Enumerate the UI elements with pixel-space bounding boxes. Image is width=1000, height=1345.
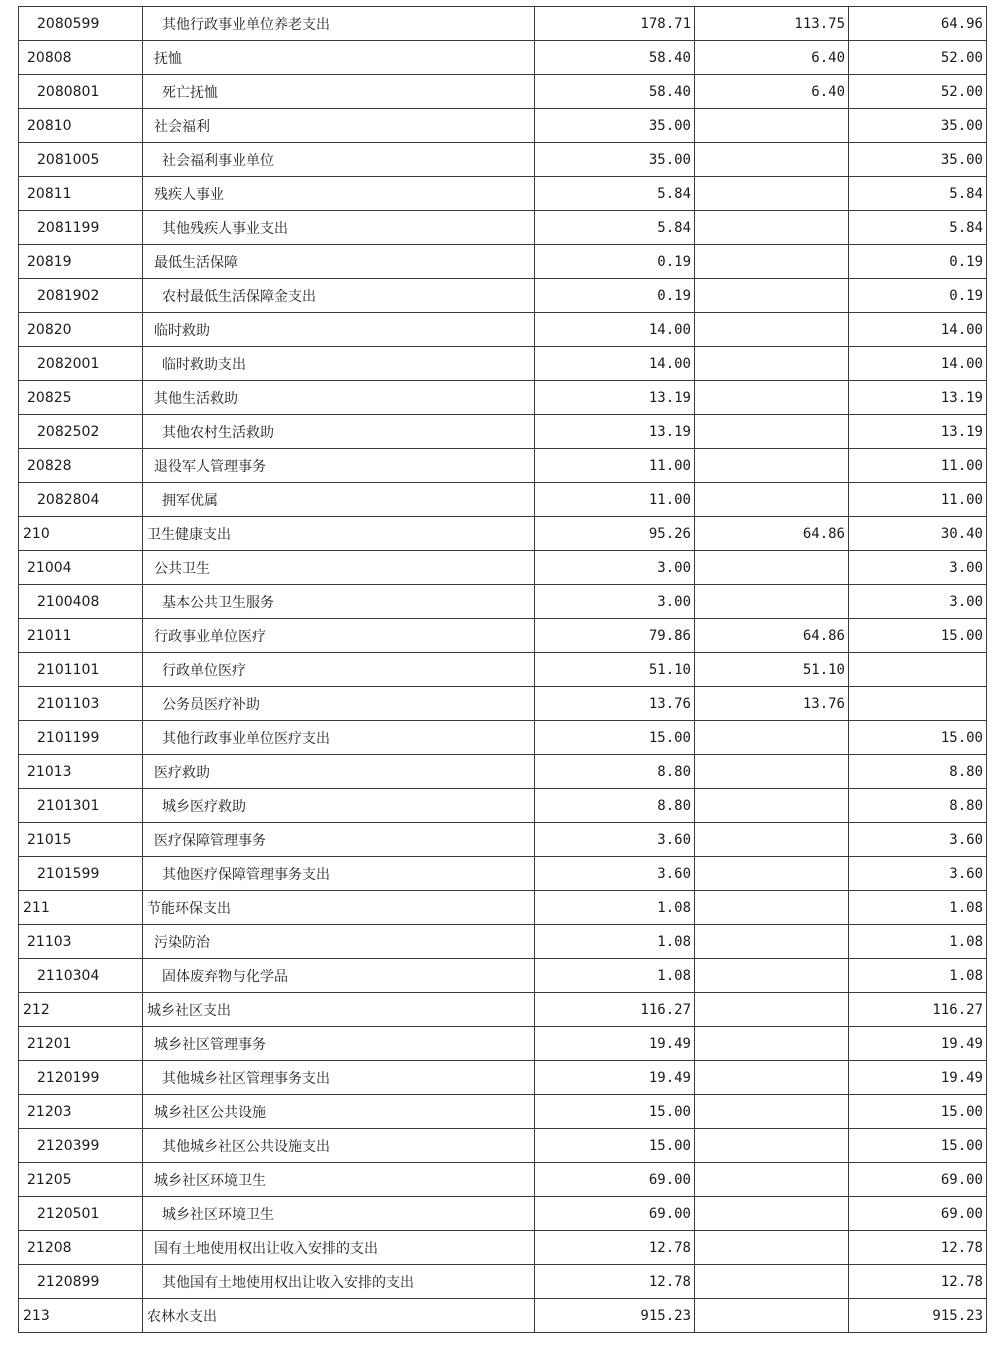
basic-expenditure-cell xyxy=(695,109,849,143)
total-amount-cell: 5.84 xyxy=(535,211,695,245)
project-expenditure-cell: 8.80 xyxy=(849,755,987,789)
subject-name-cell: 残疾人事业 xyxy=(143,177,535,211)
subject-code-cell: 21015 xyxy=(19,823,143,857)
table-row xyxy=(19,1129,987,1163)
table-row xyxy=(19,381,987,415)
table-row xyxy=(19,1265,987,1299)
subject-code-cell: 2081005 xyxy=(19,143,143,177)
basic-expenditure-cell xyxy=(695,789,849,823)
subject-name-cell: 节能环保支出 xyxy=(143,891,535,925)
basic-expenditure-cell xyxy=(695,585,849,619)
total-amount-cell: 35.00 xyxy=(535,143,695,177)
subject-name-cell: 国有土地使用权出让收入安排的支出 xyxy=(143,1231,535,1265)
subject-name-cell: 其他城乡社区管理事务支出 xyxy=(143,1061,535,1095)
basic-expenditure-cell: 6.40 xyxy=(695,41,849,75)
total-amount-cell: 51.10 xyxy=(535,653,695,687)
total-amount-cell: 13.19 xyxy=(535,381,695,415)
project-expenditure-cell: 35.00 xyxy=(849,109,987,143)
table-row xyxy=(19,823,987,857)
project-expenditure-cell: 14.00 xyxy=(849,313,987,347)
basic-expenditure-cell: 13.76 xyxy=(695,687,849,721)
basic-expenditure-cell xyxy=(695,755,849,789)
total-amount-cell: 1.08 xyxy=(535,891,695,925)
subject-name-cell: 其他农村生活救助 xyxy=(143,415,535,449)
project-expenditure-cell: 13.19 xyxy=(849,381,987,415)
table-row xyxy=(19,925,987,959)
subject-name-cell: 城乡社区支出 xyxy=(143,993,535,1027)
subject-code-cell: 20820 xyxy=(19,313,143,347)
basic-expenditure-cell xyxy=(695,1299,849,1333)
table-row xyxy=(19,789,987,823)
subject-code-cell: 2120501 xyxy=(19,1197,143,1231)
project-expenditure-cell: 116.27 xyxy=(849,993,987,1027)
project-expenditure-cell: 0.19 xyxy=(849,245,987,279)
subject-code-cell: 20819 xyxy=(19,245,143,279)
table-row xyxy=(19,891,987,925)
subject-name-cell: 城乡社区管理事务 xyxy=(143,1027,535,1061)
total-amount-cell: 95.26 xyxy=(535,517,695,551)
subject-name-cell: 医疗保障管理事务 xyxy=(143,823,535,857)
subject-code-cell: 21013 xyxy=(19,755,143,789)
total-amount-cell: 12.78 xyxy=(535,1265,695,1299)
subject-code-cell: 2081199 xyxy=(19,211,143,245)
basic-expenditure-cell xyxy=(695,1129,849,1163)
basic-expenditure-cell xyxy=(695,993,849,1027)
table-row xyxy=(19,415,987,449)
total-amount-cell: 12.78 xyxy=(535,1231,695,1265)
total-amount-cell: 5.84 xyxy=(535,177,695,211)
subject-name-cell: 拥军优属 xyxy=(143,483,535,517)
table-row xyxy=(19,687,987,721)
table-row xyxy=(19,959,987,993)
project-expenditure-cell xyxy=(849,653,987,687)
basic-expenditure-cell xyxy=(695,483,849,517)
project-expenditure-cell xyxy=(849,687,987,721)
subject-name-cell: 退役军人管理事务 xyxy=(143,449,535,483)
table-row xyxy=(19,619,987,653)
project-expenditure-cell: 1.08 xyxy=(849,891,987,925)
table-row xyxy=(19,993,987,1027)
table-row xyxy=(19,313,987,347)
total-amount-cell: 35.00 xyxy=(535,109,695,143)
total-amount-cell: 15.00 xyxy=(535,721,695,755)
table-row xyxy=(19,1231,987,1265)
table-row xyxy=(19,143,987,177)
total-amount-cell: 8.80 xyxy=(535,789,695,823)
subject-code-cell: 20810 xyxy=(19,109,143,143)
total-amount-cell: 3.60 xyxy=(535,857,695,891)
subject-name-cell: 污染防治 xyxy=(143,925,535,959)
subject-name-cell: 其他行政事业单位医疗支出 xyxy=(143,721,535,755)
table-row xyxy=(19,245,987,279)
subject-name-cell: 行政单位医疗 xyxy=(143,653,535,687)
project-expenditure-cell: 3.60 xyxy=(849,857,987,891)
table-row xyxy=(19,483,987,517)
subject-code-cell: 21004 xyxy=(19,551,143,585)
subject-name-cell: 公务员医疗补助 xyxy=(143,687,535,721)
basic-expenditure-cell xyxy=(695,313,849,347)
table-body xyxy=(19,7,987,1333)
project-expenditure-cell: 915.23 xyxy=(849,1299,987,1333)
subject-code-cell: 21201 xyxy=(19,1027,143,1061)
basic-expenditure-cell xyxy=(695,1027,849,1061)
basic-expenditure-cell xyxy=(695,143,849,177)
total-amount-cell: 69.00 xyxy=(535,1197,695,1231)
subject-code-cell: 20825 xyxy=(19,381,143,415)
project-expenditure-cell: 1.08 xyxy=(849,959,987,993)
subject-code-cell: 20808 xyxy=(19,41,143,75)
table-row xyxy=(19,75,987,109)
table-row xyxy=(19,7,987,41)
basic-expenditure-cell xyxy=(695,959,849,993)
subject-code-cell: 213 xyxy=(19,1299,143,1333)
total-amount-cell: 58.40 xyxy=(535,75,695,109)
total-amount-cell: 11.00 xyxy=(535,483,695,517)
subject-name-cell: 其他行政事业单位养老支出 xyxy=(143,7,535,41)
subject-code-cell: 21203 xyxy=(19,1095,143,1129)
subject-name-cell: 其他生活救助 xyxy=(143,381,535,415)
total-amount-cell: 3.00 xyxy=(535,551,695,585)
project-expenditure-cell: 5.84 xyxy=(849,211,987,245)
subject-code-cell: 210 xyxy=(19,517,143,551)
total-amount-cell: 13.76 xyxy=(535,687,695,721)
subject-name-cell: 社会福利事业单位 xyxy=(143,143,535,177)
basic-expenditure-cell xyxy=(695,415,849,449)
subject-code-cell: 2081902 xyxy=(19,279,143,313)
total-amount-cell: 79.86 xyxy=(535,619,695,653)
subject-code-cell: 2101599 xyxy=(19,857,143,891)
table-row xyxy=(19,1027,987,1061)
basic-expenditure-cell xyxy=(695,245,849,279)
project-expenditure-cell: 19.49 xyxy=(849,1061,987,1095)
basic-expenditure-cell xyxy=(695,823,849,857)
project-expenditure-cell: 14.00 xyxy=(849,347,987,381)
total-amount-cell: 14.00 xyxy=(535,347,695,381)
subject-code-cell: 21205 xyxy=(19,1163,143,1197)
basic-expenditure-cell xyxy=(695,721,849,755)
basic-expenditure-cell xyxy=(695,449,849,483)
table-row xyxy=(19,1163,987,1197)
basic-expenditure-cell xyxy=(695,1061,849,1095)
project-expenditure-cell: 52.00 xyxy=(849,75,987,109)
subject-name-cell: 城乡医疗救助 xyxy=(143,789,535,823)
subject-name-cell: 卫生健康支出 xyxy=(143,517,535,551)
project-expenditure-cell: 3.00 xyxy=(849,551,987,585)
table-row xyxy=(19,517,987,551)
subject-code-cell: 21103 xyxy=(19,925,143,959)
project-expenditure-cell: 13.19 xyxy=(849,415,987,449)
subject-code-cell: 2101103 xyxy=(19,687,143,721)
project-expenditure-cell: 12.78 xyxy=(849,1265,987,1299)
subject-name-cell: 农林水支出 xyxy=(143,1299,535,1333)
total-amount-cell: 915.23 xyxy=(535,1299,695,1333)
subject-code-cell: 2082804 xyxy=(19,483,143,517)
project-expenditure-cell: 64.96 xyxy=(849,7,987,41)
project-expenditure-cell: 11.00 xyxy=(849,449,987,483)
project-expenditure-cell: 0.19 xyxy=(849,279,987,313)
basic-expenditure-cell xyxy=(695,211,849,245)
table-row xyxy=(19,347,987,381)
subject-code-cell: 20811 xyxy=(19,177,143,211)
basic-expenditure-cell xyxy=(695,551,849,585)
basic-expenditure-cell xyxy=(695,1197,849,1231)
subject-name-cell: 其他城乡社区公共设施支出 xyxy=(143,1129,535,1163)
subject-name-cell: 城乡社区环境卫生 xyxy=(143,1197,535,1231)
basic-expenditure-cell xyxy=(695,1265,849,1299)
table-row xyxy=(19,279,987,313)
basic-expenditure-cell xyxy=(695,857,849,891)
project-expenditure-cell: 1.08 xyxy=(849,925,987,959)
subject-code-cell: 2101199 xyxy=(19,721,143,755)
table-row xyxy=(19,653,987,687)
subject-code-cell: 212 xyxy=(19,993,143,1027)
table-row xyxy=(19,857,987,891)
total-amount-cell: 8.80 xyxy=(535,755,695,789)
project-expenditure-cell: 69.00 xyxy=(849,1197,987,1231)
table-row xyxy=(19,721,987,755)
project-expenditure-cell: 52.00 xyxy=(849,41,987,75)
subject-name-cell: 临时救助 xyxy=(143,313,535,347)
subject-code-cell: 2120199 xyxy=(19,1061,143,1095)
total-amount-cell: 13.19 xyxy=(535,415,695,449)
basic-expenditure-cell xyxy=(695,925,849,959)
subject-name-cell: 临时救助支出 xyxy=(143,347,535,381)
project-expenditure-cell: 69.00 xyxy=(849,1163,987,1197)
subject-name-cell: 固体废弃物与化学品 xyxy=(143,959,535,993)
total-amount-cell: 116.27 xyxy=(535,993,695,1027)
basic-expenditure-cell: 113.75 xyxy=(695,7,849,41)
project-expenditure-cell: 35.00 xyxy=(849,143,987,177)
subject-name-cell: 其他国有土地使用权出让收入安排的支出 xyxy=(143,1265,535,1299)
basic-expenditure-cell xyxy=(695,1231,849,1265)
total-amount-cell: 19.49 xyxy=(535,1027,695,1061)
basic-expenditure-cell xyxy=(695,1163,849,1197)
basic-expenditure-cell: 64.86 xyxy=(695,619,849,653)
subject-code-cell: 2080801 xyxy=(19,75,143,109)
subject-code-cell: 211 xyxy=(19,891,143,925)
table-row xyxy=(19,755,987,789)
table-row xyxy=(19,109,987,143)
basic-expenditure-cell xyxy=(695,891,849,925)
subject-code-cell: 2082502 xyxy=(19,415,143,449)
total-amount-cell: 19.49 xyxy=(535,1061,695,1095)
subject-name-cell: 抚恤 xyxy=(143,41,535,75)
total-amount-cell: 69.00 xyxy=(535,1163,695,1197)
subject-code-cell: 21208 xyxy=(19,1231,143,1265)
total-amount-cell: 0.19 xyxy=(535,279,695,313)
project-expenditure-cell: 3.60 xyxy=(849,823,987,857)
budget-expenditure-table xyxy=(18,6,987,1333)
subject-name-cell: 行政事业单位医疗 xyxy=(143,619,535,653)
subject-name-cell: 农村最低生活保障金支出 xyxy=(143,279,535,313)
total-amount-cell: 1.08 xyxy=(535,925,695,959)
subject-name-cell: 医疗救助 xyxy=(143,755,535,789)
table-row xyxy=(19,41,987,75)
subject-code-cell: 2120399 xyxy=(19,1129,143,1163)
project-expenditure-cell: 15.00 xyxy=(849,1095,987,1129)
subject-name-cell: 死亡抚恤 xyxy=(143,75,535,109)
table-row xyxy=(19,551,987,585)
subject-name-cell: 城乡社区公共设施 xyxy=(143,1095,535,1129)
total-amount-cell: 0.19 xyxy=(535,245,695,279)
subject-name-cell: 社会福利 xyxy=(143,109,535,143)
basic-expenditure-cell: 51.10 xyxy=(695,653,849,687)
project-expenditure-cell: 30.40 xyxy=(849,517,987,551)
table-row xyxy=(19,585,987,619)
subject-name-cell: 其他残疾人事业支出 xyxy=(143,211,535,245)
table-row xyxy=(19,1095,987,1129)
total-amount-cell: 58.40 xyxy=(535,41,695,75)
project-expenditure-cell: 12.78 xyxy=(849,1231,987,1265)
table-row xyxy=(19,177,987,211)
total-amount-cell: 1.08 xyxy=(535,959,695,993)
total-amount-cell: 15.00 xyxy=(535,1129,695,1163)
subject-name-cell: 最低生活保障 xyxy=(143,245,535,279)
basic-expenditure-cell: 64.86 xyxy=(695,517,849,551)
subject-code-cell: 21011 xyxy=(19,619,143,653)
total-amount-cell: 178.71 xyxy=(535,7,695,41)
project-expenditure-cell: 15.00 xyxy=(849,619,987,653)
subject-name-cell: 其他医疗保障管理事务支出 xyxy=(143,857,535,891)
subject-code-cell: 2120899 xyxy=(19,1265,143,1299)
subject-name-cell: 城乡社区环境卫生 xyxy=(143,1163,535,1197)
project-expenditure-cell: 3.00 xyxy=(849,585,987,619)
basic-expenditure-cell xyxy=(695,177,849,211)
subject-code-cell: 2100408 xyxy=(19,585,143,619)
basic-expenditure-cell xyxy=(695,347,849,381)
basic-expenditure-cell: 6.40 xyxy=(695,75,849,109)
table-row xyxy=(19,1197,987,1231)
project-expenditure-cell: 8.80 xyxy=(849,789,987,823)
table-row xyxy=(19,449,987,483)
total-amount-cell: 15.00 xyxy=(535,1095,695,1129)
basic-expenditure-cell xyxy=(695,1095,849,1129)
project-expenditure-cell: 19.49 xyxy=(849,1027,987,1061)
project-expenditure-cell: 15.00 xyxy=(849,721,987,755)
table-row xyxy=(19,1299,987,1333)
subject-code-cell: 2082001 xyxy=(19,347,143,381)
total-amount-cell: 3.00 xyxy=(535,585,695,619)
subject-code-cell: 2101301 xyxy=(19,789,143,823)
project-expenditure-cell: 11.00 xyxy=(849,483,987,517)
subject-code-cell: 20828 xyxy=(19,449,143,483)
subject-code-cell: 2101101 xyxy=(19,653,143,687)
total-amount-cell: 14.00 xyxy=(535,313,695,347)
subject-name-cell: 基本公共卫生服务 xyxy=(143,585,535,619)
basic-expenditure-cell xyxy=(695,279,849,313)
subject-code-cell: 2080599 xyxy=(19,7,143,41)
table-row xyxy=(19,1061,987,1095)
total-amount-cell: 11.00 xyxy=(535,449,695,483)
project-expenditure-cell: 5.84 xyxy=(849,177,987,211)
basic-expenditure-cell xyxy=(695,381,849,415)
subject-name-cell: 公共卫生 xyxy=(143,551,535,585)
table-row xyxy=(19,211,987,245)
subject-code-cell: 2110304 xyxy=(19,959,143,993)
project-expenditure-cell: 15.00 xyxy=(849,1129,987,1163)
total-amount-cell: 3.60 xyxy=(535,823,695,857)
